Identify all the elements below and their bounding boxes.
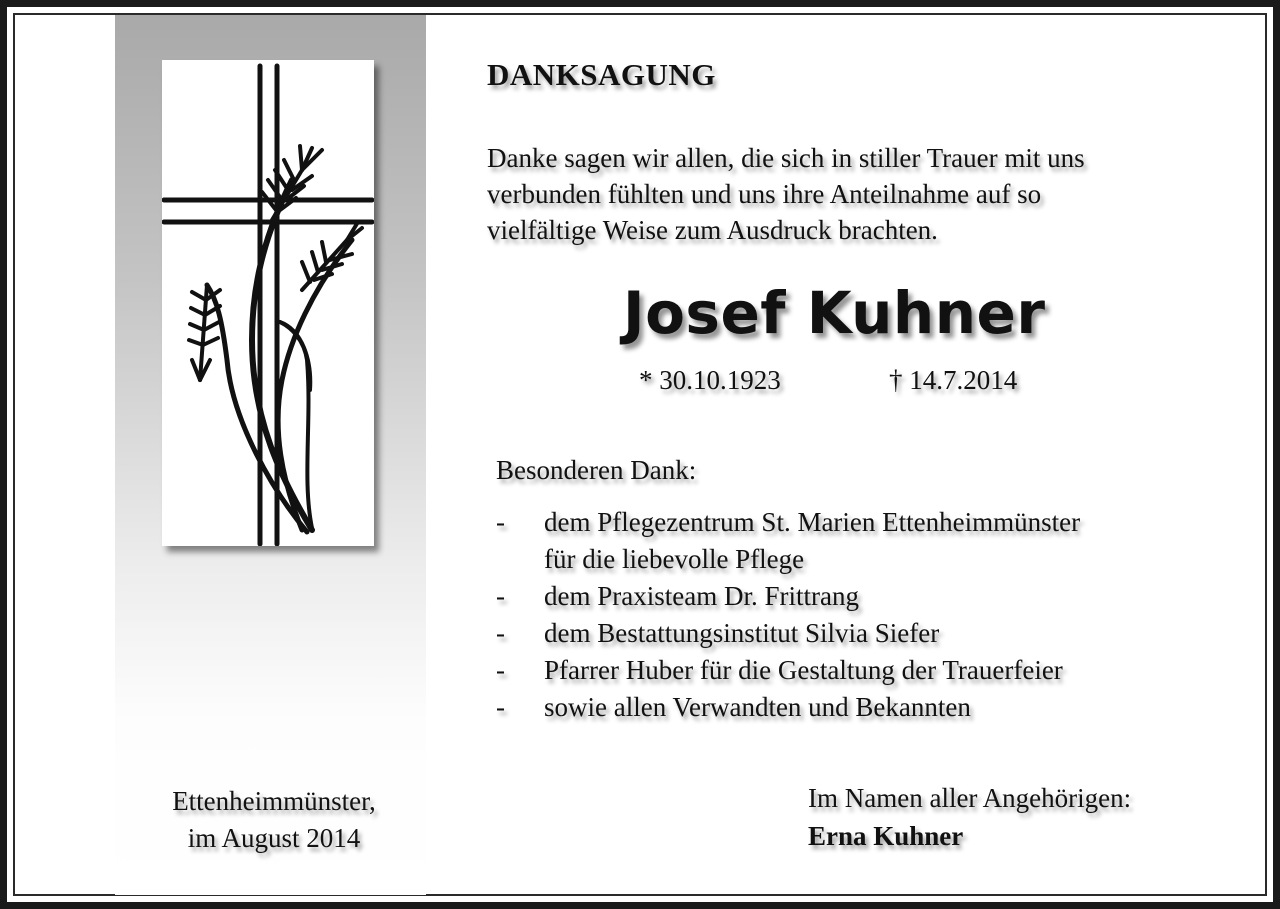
list-item: [496, 615, 1080, 652]
cross-with-wheat-icon: [162, 60, 374, 546]
list-item-text: Pfarrer Huber für die Gestaltung der Trauerfeier: [544, 655, 1063, 685]
thanks-heading: Besonderen Dank:: [496, 455, 697, 485]
intro-line: vielfältige Weise zum Ausdruck brachten.: [487, 215, 938, 245]
list-item-text: dem Praxisteam Dr. Frittrang: [544, 581, 859, 611]
thanks-list: [496, 504, 1080, 726]
list-item: [496, 689, 1080, 726]
list-dash: -: [496, 655, 505, 685]
list-dash: -: [496, 507, 505, 537]
intro-paragraph: [487, 140, 1085, 248]
death-date: † 14.7.2014: [889, 365, 1018, 395]
list-item: [496, 652, 1080, 689]
list-dash: -: [496, 618, 505, 648]
birth-date: * 30.10.1923: [639, 365, 781, 395]
notice-title: DANKSAGUNG: [487, 57, 716, 92]
list-dash: -: [496, 581, 505, 611]
list-item-text: dem Bestattungsinstitut Silvia Siefer: [544, 618, 940, 648]
signature-lead: Im Namen aller Angehörigen:: [808, 783, 1132, 813]
list-item: [496, 578, 1080, 615]
list-dash: -: [496, 692, 505, 722]
signature-name: Erna Kuhner: [808, 821, 964, 851]
list-item: [496, 504, 1080, 578]
intro-line: Danke sagen wir allen, die sich in stiller Trauer mit uns: [487, 143, 1085, 173]
intro-line: verbunden fühlten und uns ihre Anteilnahme auf so: [487, 179, 1042, 209]
list-item-text: dem Pflegezentrum St. Marien Ettenheimmünster: [544, 507, 1081, 537]
place-date: [143, 783, 405, 857]
place-line: Ettenheimmünster,: [172, 786, 376, 816]
list-item-text: sowie allen Verwandten und Bekannten: [544, 692, 971, 722]
place-line: im August 2014: [187, 823, 361, 853]
deceased-name: Josef Kuhner: [623, 279, 1046, 347]
notice-inner-border: [13, 13, 1267, 896]
cross-image-panel: [162, 60, 374, 546]
list-item-text: für die liebevolle Pflege: [544, 544, 805, 574]
